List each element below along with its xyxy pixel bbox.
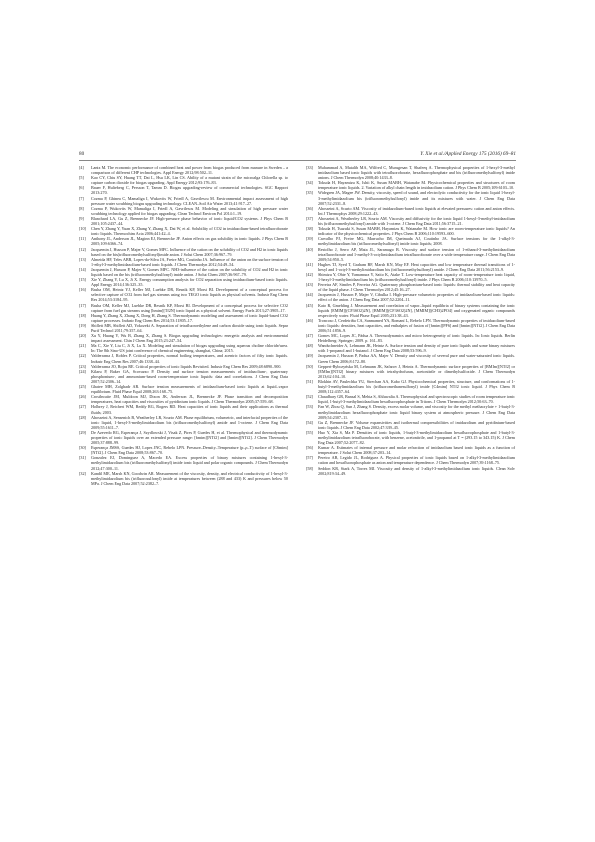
reference-number: [4]: [79, 165, 84, 170]
reference-item: [79, 303, 288, 313]
reference-text: Bauer F, Hulteberg C, Persson T, Tamm D. Biogas upgrading-review of commercial technologies. SGC Rapport 2013:270.: [91, 185, 288, 196]
reference-text: Xie Y, Zhang Y, Lu X, Ji X. Energy consumption analysis for CO2 separation using imidazolium-based ionic liquids. Appl Energy 2014;136:325–35.: [91, 277, 288, 288]
reference-number: [46]: [306, 317, 313, 323]
reference-text: Hughes TJ, Syed T, Graham BF, Marsh KN, May EF. Heat capacities and low temperature thermal transitions of 1-hexyl and 1-octyl-3-methylimidazolium bis (trifluoromethylsulfonyl) amide. J Chem Eng Data 2011;56:2153–9.: [318, 261, 515, 272]
reference-text: Anthony JL, Anderson JL, Maginn EJ, Brennecke JF. Anion effects on gas solubility in ionic liquids. J Phys Chem B 2005;109:6366–74.: [91, 236, 288, 247]
reference-item: [79, 471, 288, 486]
reference-item: [306, 379, 515, 394]
reference-item: [306, 190, 515, 205]
reference-text: Huo Y, Xia S, Ma P. Densities of ionic liquids, 1-butyl-3-methylimidazolium hexafluorophosphate and 1-butyl-3-methylimidazolium tetrafluoroborate, with benzene, acetonitrile, and 1-propanol at T = (293.15 to 343.15) K. J Chem Eng Data 2007;52:2077–82.: [318, 429, 515, 446]
reference-text: Blokhin AV, Paulechka YU, Strechan AA, Kabo GJ. Physicochemical properties, structure, and conformations of 1-butyl-3-methylimidazolium bis (trifluoromethanesulfonyl) imide [C4mim] NTf2 ionic liquid. J Phys Chem B 2008;112:4357–64.: [318, 378, 515, 395]
page-number: 80: [79, 151, 85, 157]
reference-number: [7]: [79, 195, 84, 201]
reference-item: [79, 277, 288, 287]
reference-text: Seddon KR, Stark A, Torres MJ. Viscosity and density of 1-alkyl-3-methylimidazolium ionic liquids. Clean Solv 2002;819:34–49.: [318, 465, 515, 476]
reference-text: Ma C, Xie Y, Liu C, Ji X, Lu X. Modeling and simulation of biogas upgrading using aqueous choline chloride/urea. In: The 8th Sino-US joint conference of chemical engineering, shanghai, China; 2015.: [91, 343, 288, 354]
reference-number: [34]: [306, 180, 313, 186]
reference-text: Gu Z, Brennecke JF. Volume expansivities and isothermal compressibilities of imidazolium and pyridinium-based ionic liquids. J Chem Eng Data 2002;47:339–45.: [318, 419, 515, 430]
reference-number: [30]: [79, 445, 86, 451]
reference-text: Crosthwaite JM, Muldoon MJ, Dixon JK, Anderson JL, Brennecke JF. Phase transition and decomposition temperatures, heat capacities and viscosities of pyridinium ionic liquids. J Chem Thermodyn 2005;37:559–68.: [91, 394, 288, 405]
reference-text: Jacquemin J, Husson P, Majer V, Gomes MFC. Influence of the cation on the solubility of CO2 and H2 in ionic liquids based on the bis(trifluoromethylsulfonyl)imide anion. J Solut Chem 2007;36:967–79.: [91, 246, 288, 257]
reference-item: [306, 364, 515, 379]
reference-text: Fan W, Zhou Q, Sun J, Zhang S. Density, excess molar volume, and viscosity for the methyl methacrylate + 1-butyl-3-methylimidazolium hexafluorophosphate ionic liquid binary system at atmospheric pressure. J Chem Eng Data 2009;54:2307–11.: [318, 404, 515, 420]
reference-text: Muhammad A, Mutalib MA, Wilfred C, Murugesan T, Shafeeq A. Thermophysical properties of 1-hexyl-3-methyl imidazolium based ionic liquids with tetrafluoroborate, hexafluorophosphate and bis (trifluoromethylsulfonyl) imide anions. J Chem Thermodyn 2008;40:1433–8.: [318, 165, 515, 181]
reference-text: Valderrama JO, Rojas RE. Critical properties of ionic liquids Revisited. Industr Eng Chem Res 2009;48:6890–900.: [91, 363, 282, 369]
reference-number: [36]: [306, 205, 313, 211]
reference-text: Gonzalez EJ, Dominguez A, Macedo EA. Excess properties of binary mixtures containing 1-hexyl-3-methylimidazolium bis (trifluoromethylsulfonyl) imide ionic liquid and polar organic compounds. J Chem Thermodyn 2012;47:300–11.: [91, 455, 288, 471]
reference-item: [306, 180, 515, 190]
reference-item: [79, 247, 288, 257]
reference-number: [57]: [306, 455, 313, 461]
reference-number: [58]: [306, 465, 313, 471]
reference-item: [79, 185, 288, 195]
reference-item: [306, 420, 515, 430]
reference-number: [17]: [79, 302, 86, 308]
reference-text: Jacquemin J, Husson P, Majer V, Cibulka I. High-pressure volumetric properties of imidazolium-based ionic liquids: effect of the anion. J Chem Eng Data 2007;52:2204–11.: [318, 292, 515, 303]
reference-text: Gomes MC, Lopes JC, Pádua A. Thermodynamics and micro heterogeneity of ionic liquids. In: Ionic liquids. Berlin Heidelberg: Springer; 2009. p. 161–83.: [318, 333, 515, 344]
reference-text: Tokuda H, Hayamizu K, Ishii K, Susan MABH, Watanabe M. Physicochemical properties and structures of room temperature ionic liquids. 2. Variation of alkyl chain length in imidazolium cation. J Phys Chem B 2005;109:6103–10.: [318, 180, 515, 191]
reference-text: Kato R, Gmehling J. Measurement and correlation of vapor–liquid equilibria of binary systems containing the ionic liquids [EMIM][(CF3SO2)2N], [BMIM][(CF3SO2)2N], [MMIM][(CH3)2PO4] and oxygenated organic compounds respectively water. Fluid Phase Equil 2005;231:38–43.: [318, 302, 515, 318]
reference-item: [79, 236, 288, 246]
reference-number: [43]: [306, 282, 313, 288]
reference-number: [21]: [79, 343, 86, 349]
reference-number: [56]: [306, 445, 313, 451]
reference-item: [79, 343, 288, 353]
reference-number: [31]: [79, 455, 86, 461]
reference-text: Basha OM, Heintz YJ, Keller MJ, Luebke DR, Resnik KP, Morsi BI. Development of a conceptual process for selective capture of CO2 from fuel gas streams using two TEGO ionic liquids as physical solvents. Industr Eng Chem Res 2014;53:3184–95.: [91, 287, 288, 303]
reference-number: [9]: [79, 215, 84, 221]
reference-number: [49]: [306, 353, 313, 359]
reference-number: [11]: [79, 236, 86, 242]
reference-number: [22]: [79, 353, 86, 359]
reference-text: Blanchard LA, Gu Z, Brennecke JF. High-pressure phase behavior of ionic liquid/CO2 systems. J Phys Chem B 2001;105:2437–44.: [91, 215, 288, 227]
reference-item: [79, 287, 288, 302]
reference-text: Chen Y, Zhang Y, Yuan X, Zhang Y, Zhang X, Dai W, et al. Solubility of CO2 in imidazolium-based tetrafluoroborate ionic liquids. Thermochim Acta 2006;441:42–4.: [91, 226, 288, 237]
reference-number: [12]: [79, 246, 86, 252]
reference-item: [79, 226, 288, 236]
reference-item: [306, 292, 515, 302]
reference-number: [41]: [306, 261, 313, 267]
reference-number: [39]: [306, 236, 313, 242]
reference-number: [20]: [79, 333, 86, 339]
reference-item: [79, 384, 288, 394]
reference-number: [35]: [306, 190, 313, 196]
reference-item: [79, 323, 288, 333]
reference-number: [45]: [306, 302, 313, 308]
reference-item: [306, 165, 515, 180]
reference-number: [16]: [79, 287, 86, 293]
reference-text: Tokuda H, Tsuzuki S, Susan MABH, Hayamizu K, Watanabe M. How ionic are room-temperature ionic liquids? An indicator of the physicochemical properties. J Phys Chem B 2006;110:19593–600.: [318, 226, 515, 237]
reference-number: [50]: [306, 363, 313, 369]
reference-number: [27]: [79, 404, 86, 410]
reference-text: Valderrama J, Robles P. Critical properties, normal boiling temperatures, and acentric factors of fifty ionic liquids. Industr Eng Chem Res 2007;46:1338–44.: [91, 353, 288, 364]
reference-number: [38]: [306, 226, 313, 232]
reference-text: Widegren JA, Magee JW. Density, viscosity, speed of sound, and electrolytic conductivity for the ionic liquid 1-hexyl-3-methylimidazolium bis (trifluoromethylsulfonyl) imide and its mixtures with water. J Chem Eng Data 2007;52:2331–8.: [318, 190, 515, 206]
reference-number: [24]: [79, 368, 86, 374]
reference-item: [306, 282, 515, 292]
reference-text: Cozma P, Ghinea C, Mamaliga I, Wukovits W, Friedl A, Gavrilescu M. Environmental impact assessment of high pressure water scrubbing biogas upgrading technology. CLEAN–Soil Air Water 2013;41:917–27.: [91, 195, 288, 206]
reference-text: Restolho J, Serro AP, Mata JL, Saramago B. Viscosity and surface tension of 1-ethanol-3-methylimidazolium tetrafluoroborate and 1-methyl-3-octylimidazolium tetrafluoroborate over a wide temperature range. J Chem Eng Data 2009;54:950–5.: [318, 246, 515, 262]
reference-number: [25]: [79, 384, 86, 390]
reference-text: Shimizu Y, Ohte Y, Yamamura Y, Saito K, Atake T. Low-temperature heat capacity of room-temperature ionic liquid, 1-hexyl-3-methylimidazolium bis (trifluoromethylsulfonyl) imide. J Phys Chem B 2006;110:13970–5.: [318, 271, 515, 283]
reference-text: Pereiro AB, Legido JL, Rodríguez A. Physical properties of ionic liquids based on 1-alkyl-3-methylimidazolium cation and hexafluorophosphate as anion and temperature dependence. J Chem Thermodyn 2007;39:1168–75.: [318, 455, 515, 466]
reference-text: Shiflett MB, Shiflett AD, Yokozeki A. Separation of tetrafluoroethylene and carbon dioxide using ionic liquids. Separ Purif Technol 2011;79:357–64.: [91, 322, 288, 333]
reference-item: [306, 455, 515, 465]
reference-item: [79, 430, 288, 445]
reference-item: [306, 303, 515, 318]
reference-item: [79, 369, 288, 384]
reference-number: [10]: [79, 226, 86, 232]
reference-text: Huang Y, Zhang X, Zhang X, Dong H, Zhang S. Thermodynamic modeling and assessment of ionic liquid-based CO2 capture processes. Industr Eng Chem Res 2014;53:11805–17.: [91, 312, 288, 323]
reference-item: [306, 394, 515, 404]
reference-text: Kao CY, Chiu SY, Huang TT, Dai L, Hsu LK, Lin CS. Ability of a mutant strain of the microalga Chlorella sp. to capture carbon dioxide for biogas upgrading. Appl Energy 2012;93:176–83.: [91, 175, 288, 186]
reference-number: [26]: [79, 394, 86, 400]
reference-text: Ahosseini A, Sensenich B, Weatherley LR, Scurto AM. Phase equilibrium, volumetric, and interfacial properties of the ionic liquid, 1-hexyl-3-methylimidazolium bis (trifluoromethylsulfonyl) amide and 1-octene. J Chem Eng Data 2009;55:1611–7.: [91, 414, 288, 430]
reference-text: Kandil ME, Marsh KN, Goodwin AR. Measurement of the viscosity, density, and electrical conductivity of 1-hexyl-3-methylimidazolium bis (trifluorosulfonyl) imide at temperatures between (288 and 433) K and pressures below 50 MPa. J Chem Eng Data 2007;52:2382–7.: [91, 470, 288, 486]
reference-item: [79, 313, 288, 323]
reference-number: [42]: [306, 271, 313, 277]
reference-item: [79, 196, 288, 206]
reference-number: [33]: [306, 165, 313, 170]
reference-item: [79, 394, 288, 404]
reference-text: Holbrey J, Reichert WM, Reddy RG, Rogers RD. Heat capacities of ionic liquids and their applications as thermal fluids; 2003.: [91, 404, 288, 415]
reference-number: [23]: [79, 363, 86, 369]
reference-number: [14]: [79, 266, 86, 272]
reference-number: [32]: [79, 470, 86, 476]
reference-text: Troncoso J, Cerdeiriña CA, Sanmamed YA, Romaní L, Rebelo LPN. Thermodynamic properties of imidazolium-based ionic liquids: densities, heat capacities, and enthalpies of fusion of [bmim][PF6] and [bmim][NTf2]. J Chem Eng Data 2006;51:1856–9.: [318, 317, 515, 333]
reference-number: [13]: [79, 256, 86, 262]
reference-number: [6]: [79, 185, 84, 191]
reference-item: [79, 404, 288, 414]
reference-number: [55]: [306, 429, 313, 435]
reference-item: [79, 165, 288, 175]
reference-number: [52]: [306, 394, 313, 400]
reference-item: [79, 216, 288, 226]
running-head: Y. Xie et al./Applied Energy 175 (2016) 69–81: [420, 151, 516, 157]
reference-item: [306, 430, 515, 445]
reference-item: [79, 353, 288, 363]
reference-item: [79, 206, 288, 216]
reference-text: Basha OM, Keller MJ, Luebke DR, Resnik KP, Morsi BI. Development of a conceptual process for selective CO2 capture from fuel gas streams using [hmim][Tf2N] ionic liquid as a physical solvent. Energy Fuels 2013;27:3905–17.: [91, 302, 288, 313]
reference-text: Kilaru P, Baker GA, Scovazzo P. Density and surface tension measurements of imidazolium-, quaternary phosphonium-, and ammonium-based room-temperature ionic liquids: data and correlations. J Chem Eng Data 2007;52:2306–14.: [91, 368, 288, 384]
reference-number: [37]: [306, 215, 313, 221]
reference-number: [15]: [79, 277, 86, 283]
reference-number: [18]: [79, 312, 86, 318]
reference-text: Ahosseini A, Weatherley LR, Scurto AM. Viscosity and diffusivity for the ionic liquid 1-hexyl-3-methyl-imidazolium bis (trifluoromethylsulfonyl) amide with 1-octene. J Chem Eng Data 2011;56:3715–21.: [318, 215, 515, 227]
reference-item: [79, 333, 288, 343]
reference-number: [29]: [79, 429, 86, 435]
reference-item: [306, 262, 515, 272]
reference-item: [306, 318, 515, 333]
reference-number: [47]: [306, 333, 313, 339]
reference-text: Jacquemin J, Husson P, Majer V, Gomes MFC. NH3-influence of the cation on the solubility of CO2 and H2 in ionic liquids based on the bis (trifluoromethylsulfonyl) imide anion. J Solut Chem 2007;36:967–79.: [91, 266, 288, 277]
reference-item: [306, 247, 515, 262]
reference-text: Ghatee MH, Zolghadr AR. Surface tension measurements of imidazolium-based ionic liquids at liquid–vapor equilibrium. Fluid Phase Equil 2008;263:168–75.: [91, 384, 288, 395]
reference-number: [28]: [79, 414, 86, 420]
reference-number: [54]: [306, 419, 313, 425]
reference-number: [40]: [306, 246, 313, 252]
references-left-column: [79, 165, 288, 486]
reference-number: [53]: [306, 404, 313, 410]
reference-number: [44]: [306, 292, 313, 298]
reference-item: [306, 404, 515, 419]
header-rule: [79, 160, 516, 161]
reference-text: Esperança JMSS, Guedes HJ, Lopes JNC, Rebelo LPN. Pressure–Density–Temperature (p–ρ–T) surface of [C6mim][NTf2]. J Chem Eng Data 2008;53:867–70.: [91, 445, 288, 456]
reference-text: Ahosseini A, Scurto AM. Viscosity of imidazolium-based ionic liquids at elevated pressures: cation and anion effects. Int J Thermophys 2008;29:1222–43.: [318, 205, 515, 216]
reference-item: [79, 415, 288, 430]
reference-text: Almeida HF, Teles ABR, Lopes-da-Silva JA, Freire MG, Coutinho JA. Influence of the anion on the surface tension of 1-ethyl-3-methylimidazolium-based ionic liquids. J Chem Thermodyn 2012;54:49–54.: [91, 256, 288, 267]
reference-text: Carvalho PJ, Freire MG, Marrucho IM, Queimada AJ, Coutinho JA. Surface tensions for the 1-alkyl-3-methylimidazolium bis (trifluoromethylsulfonyl) imide ionic liquids; 2008.: [318, 236, 515, 247]
reference-text: Wandschneider A, Lehmann JK, Heintz A. Surface tension and density of pure ionic liquids and some binary mixtures with 1-propanol and 1-butanol. J Chem Eng Data 2008;53:596–9.: [318, 343, 515, 354]
reference-item: [79, 267, 288, 277]
reference-text: Lantz M. The economic performance of combined heat and power from biogas produced from manure in Sweden – a comparison of different CHP technologies. Appl Energy 2012;98:502–11.: [91, 165, 288, 176]
reference-text: Xu Y, Huang Y, Wu B, Zhang X, Zhang S. Biogas upgrading technologies: energetic analysis and environmental impact assessment. Chin J Chem Eng 2015;23:247–54.: [91, 333, 288, 344]
reference-item: [79, 445, 288, 455]
reference-text: Ferreira AF, Simões P, Ferreira AG. Quaternary phosphonium-based ionic liquids: thermal stability and heat capacity of the liquid phase. J Chem Thermodyn 2012;45:16–27.: [318, 282, 515, 293]
reference-text: Kumar A. Estimates of internal pressure and molar refraction of imidazolium based ionic liquids as a function of temperature. J Solut Chem 2008;37:203–14.: [318, 445, 515, 456]
reference-number: [48]: [306, 343, 313, 349]
reference-item: [79, 175, 288, 185]
reference-item: [306, 226, 515, 236]
reference-item: [306, 466, 515, 476]
references-right-column: [306, 165, 515, 476]
reference-number: [19]: [79, 322, 86, 328]
reference-item: [306, 343, 515, 353]
reference-item: [79, 257, 288, 267]
reference-item: [306, 216, 515, 226]
reference-item: [306, 206, 515, 216]
reference-item: [79, 455, 288, 470]
reference-text: De Azevedo RG, Esperança J, Szydlowski J, Visak Z, Pires P, Guedes H, et al. Thermophysical and thermodynamic properties of ionic liquids over an extended pressure range: [bmim][NTf2] and [hmim][NTf2]. J Chem Thermodyn 2005;37:888–99.: [91, 429, 288, 446]
reference-text: Cozma P, Wukovits W, Mamaliga I, Friedl A, Gavrilescu M. Modeling and simulation of high pressure water scrubbing technology applied for biogas upgrading. Clean Technol Environ Pol 2014:1–19.: [91, 205, 288, 216]
reference-item: [306, 236, 515, 246]
reference-item: [306, 445, 515, 455]
reference-text: Jacquemin J, Husson P, Padua AA, Majer V. Density and viscosity of several pure and water-saturated ionic liquids. Green Chem 2006;8:172–80.: [318, 353, 515, 364]
reference-number: [51]: [306, 378, 313, 384]
reference-item: [306, 333, 515, 343]
reference-number: [8]: [79, 205, 84, 211]
reference-number: [5]: [79, 175, 84, 181]
reference-text: Geppert-Rybczyńska M, Lehmann JK, Safarov J, Heintz A. Thermodynamic surface properties of [BMIm][NTf2] or [EMIm][NTf2] binary mixtures with tetrahydrofuran, acetonitrile or dimethylsulfoxide. J Chem Thermodyn 2013;62:104–10.: [318, 363, 515, 379]
reference-item: [306, 272, 515, 282]
page-header: [79, 149, 516, 159]
reference-item: [306, 353, 515, 363]
reference-text: Chaudhary GR, Bansal S, Mehta S, Ahluwalia A. Thermophysical and spectroscopic studies of room temperature ionic liquid, 1-butyl-3-methylimidazolium hexafluorophosphate in Tritons. J Chem Thermodyn 2012;50:63–70.: [318, 394, 515, 405]
